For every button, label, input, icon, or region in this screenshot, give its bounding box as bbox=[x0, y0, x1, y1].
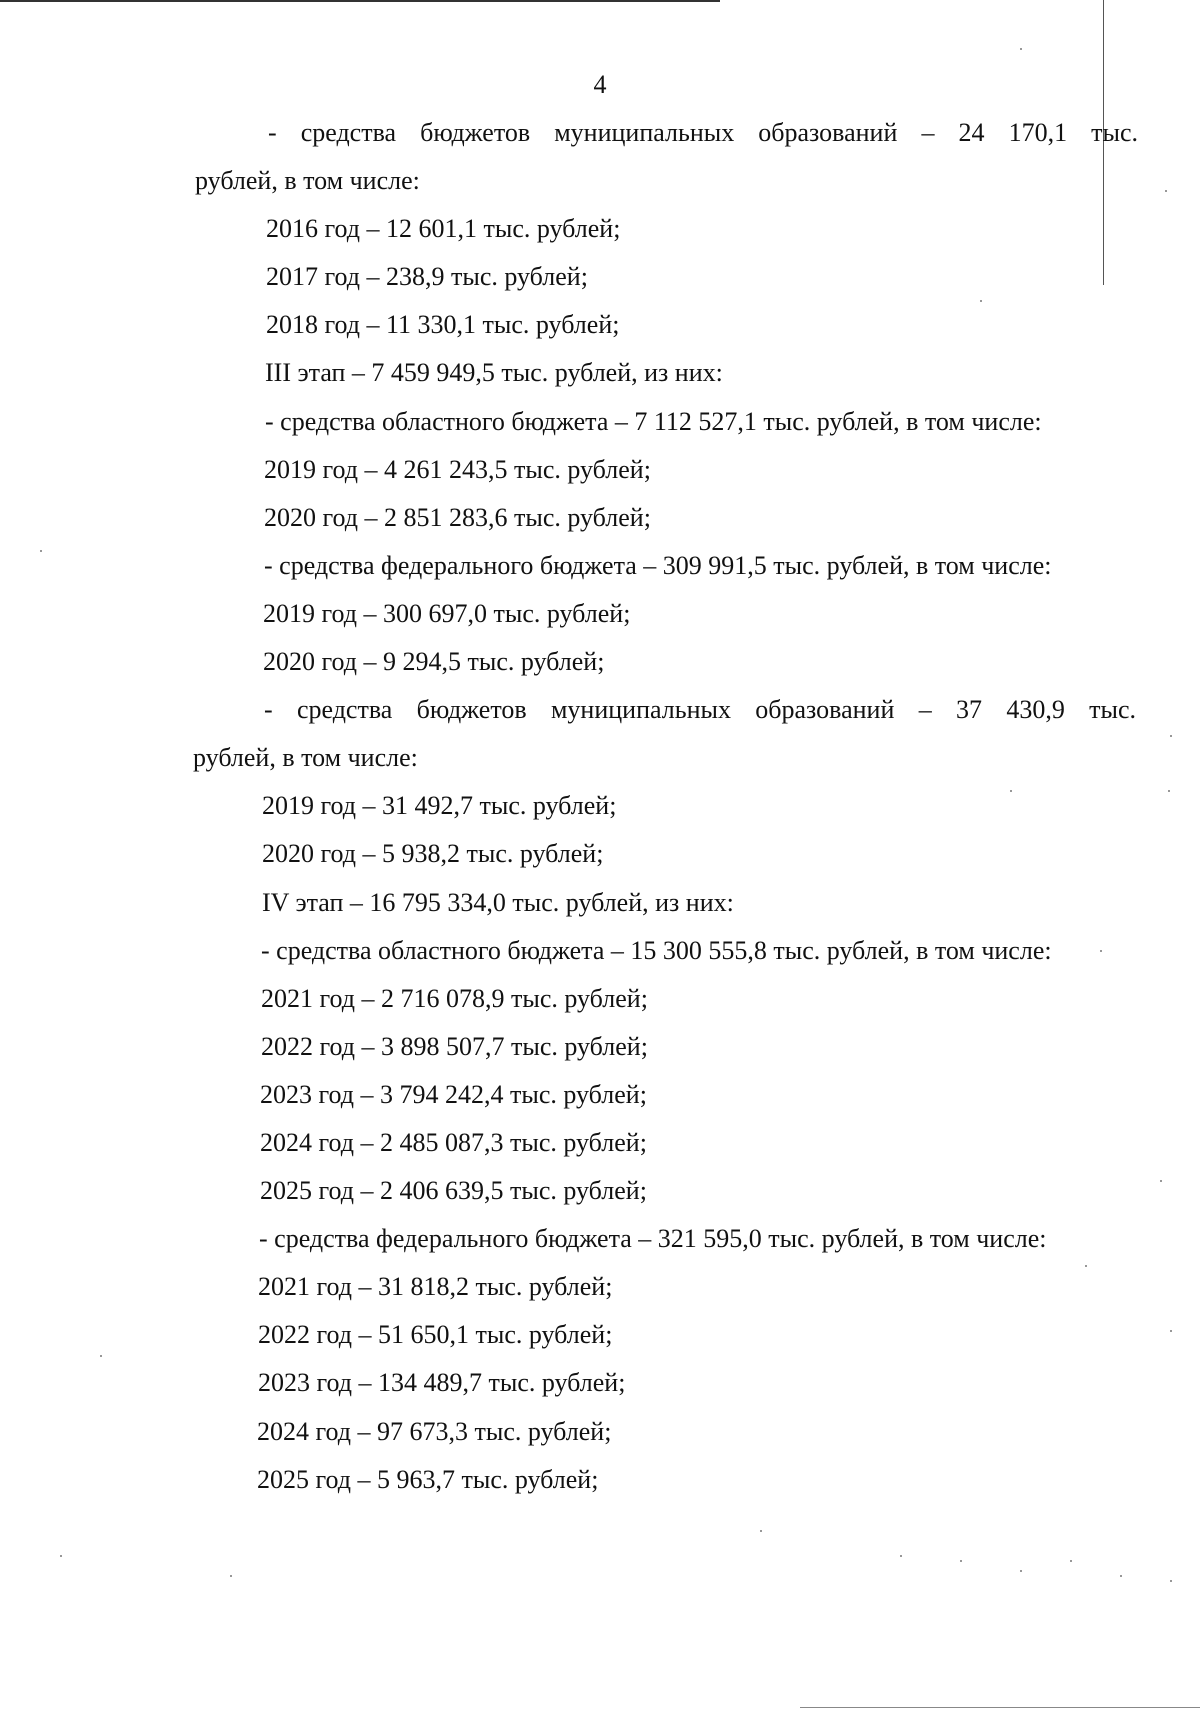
scan-speck bbox=[1165, 190, 1167, 192]
scan-speck bbox=[1085, 1265, 1087, 1267]
text-line-content: 2022 год – 3 898 507,7 тыс. рублей; bbox=[261, 1031, 648, 1061]
text-line bbox=[0, 164, 1200, 212]
text-line bbox=[0, 260, 1200, 308]
text-line bbox=[0, 116, 1200, 164]
text-line-content: 2025 год – 2 406 639,5 тыс. рублей; bbox=[260, 1176, 647, 1206]
scan-speck bbox=[1020, 48, 1022, 50]
text-line bbox=[0, 645, 1200, 693]
text-line-content: IV этап – 16 795 334,0 тыс. рублей, из них: bbox=[262, 887, 734, 917]
scan-speck bbox=[960, 1560, 962, 1562]
scan-speck bbox=[980, 300, 982, 302]
text-line-content: 2023 год – 3 794 242,4 тыс. рублей; bbox=[260, 1079, 647, 1109]
scan-speck bbox=[1170, 735, 1172, 737]
scan-speck bbox=[100, 1355, 102, 1357]
text-line-content: 2022 год – 51 650,1 тыс. рублей; bbox=[258, 1320, 613, 1350]
scan-speck bbox=[230, 1575, 232, 1577]
text-line-content: 2024 год – 2 485 087,3 тыс. рублей; bbox=[260, 1127, 647, 1157]
text-line-content: - средства федерального бюджета – 309 991,5 тыс. рублей, в том числе: bbox=[264, 550, 1052, 580]
text-line bbox=[0, 1030, 1200, 1078]
text-line bbox=[0, 212, 1200, 260]
scan-speck bbox=[1010, 790, 1012, 792]
text-line bbox=[0, 597, 1200, 645]
scan-speck bbox=[40, 550, 42, 552]
text-line bbox=[0, 837, 1200, 885]
scan-speck bbox=[1100, 950, 1102, 952]
page-number: 4 bbox=[593, 70, 607, 99]
text-line-content: 2016 год – 12 601,1 тыс. рублей; bbox=[266, 214, 621, 244]
text-line-content: 2020 год – 5 938,2 тыс. рублей; bbox=[262, 839, 604, 869]
scan-speck bbox=[1120, 1575, 1122, 1577]
text-line bbox=[0, 1078, 1200, 1126]
text-line bbox=[0, 1318, 1200, 1366]
scan-speck bbox=[1170, 1580, 1172, 1582]
text-line bbox=[0, 1463, 1200, 1511]
text-line bbox=[0, 789, 1200, 837]
text-line-content: 2021 год – 2 716 078,9 тыс. рублей; bbox=[261, 983, 648, 1013]
text-line bbox=[0, 1270, 1200, 1318]
text-line-content: 2018 год – 11 330,1 тыс. рублей; bbox=[266, 310, 620, 340]
text-line bbox=[0, 453, 1200, 501]
text-line-content: 2025 год – 5 963,7 тыс. рублей; bbox=[257, 1464, 599, 1494]
text-line bbox=[0, 501, 1200, 549]
text-line-content: III этап – 7 459 949,5 тыс. рублей, из них: bbox=[265, 358, 723, 388]
scan-speck bbox=[1168, 790, 1170, 792]
text-line bbox=[0, 1366, 1200, 1414]
text-line-content: 2021 год – 31 818,2 тыс. рублей; bbox=[258, 1272, 613, 1302]
text-line-content: 2023 год – 134 489,7 тыс. рублей; bbox=[258, 1368, 626, 1398]
text-line bbox=[0, 886, 1200, 934]
text-line bbox=[0, 741, 1200, 789]
text-line-content: 2019 год – 300 697,0 тыс. рублей; bbox=[263, 598, 631, 628]
scan-speck bbox=[1160, 1180, 1162, 1182]
text-line bbox=[0, 1415, 1200, 1463]
text-line bbox=[0, 356, 1200, 404]
scan-edge-line bbox=[0, 0, 720, 2]
text-line bbox=[0, 982, 1200, 1030]
text-line-content: 2019 год – 4 261 243,5 тыс. рублей; bbox=[264, 454, 651, 484]
text-line-content: рублей, в том числе: bbox=[193, 743, 418, 773]
text-line-content: - средства областного бюджета – 15 300 555,8 тыс. рублей, в том числе: bbox=[261, 935, 1052, 965]
text-line bbox=[0, 1126, 1200, 1174]
text-line bbox=[0, 1222, 1200, 1270]
text-line-content: 2017 год – 238,9 тыс. рублей; bbox=[266, 262, 588, 292]
text-line-content: - средства областного бюджета – 7 112 527,1 тыс. рублей, в том числе: bbox=[265, 406, 1042, 436]
scan-speck bbox=[60, 1555, 62, 1557]
text-line bbox=[0, 405, 1200, 453]
scan-speck bbox=[1170, 1330, 1172, 1332]
text-line bbox=[0, 1174, 1200, 1222]
scan-speck bbox=[760, 1530, 762, 1532]
scan-speck bbox=[1070, 1560, 1072, 1562]
text-line bbox=[0, 693, 1200, 741]
scan-speck bbox=[1020, 1570, 1022, 1572]
text-line-content: 2024 год – 97 673,3 тыс. рублей; bbox=[257, 1416, 612, 1446]
text-line-content: рублей, в том числе: bbox=[195, 166, 420, 196]
text-line-content: 2019 год – 31 492,7 тыс. рублей; bbox=[262, 791, 617, 821]
document-body bbox=[0, 116, 1200, 1511]
text-line-content: 2020 год – 2 851 283,6 тыс. рублей; bbox=[264, 502, 651, 532]
scan-speck bbox=[900, 1555, 902, 1557]
text-line-content: 2020 год – 9 294,5 тыс. рублей; bbox=[263, 647, 605, 677]
text-line bbox=[0, 934, 1200, 982]
text-line-content: - средства федерального бюджета – 321 595,0 тыс. рублей, в том числе: bbox=[259, 1224, 1047, 1254]
text-line bbox=[0, 549, 1200, 597]
scan-edge-line bbox=[800, 1707, 1200, 1708]
text-line bbox=[0, 308, 1200, 356]
text-line-content: - средства бюджетов муниципальных образований – 37 430,9 тыс. bbox=[264, 695, 1136, 725]
text-line-content: - средства бюджетов муниципальных образований – 24 170,1 тыс. bbox=[268, 118, 1138, 147]
